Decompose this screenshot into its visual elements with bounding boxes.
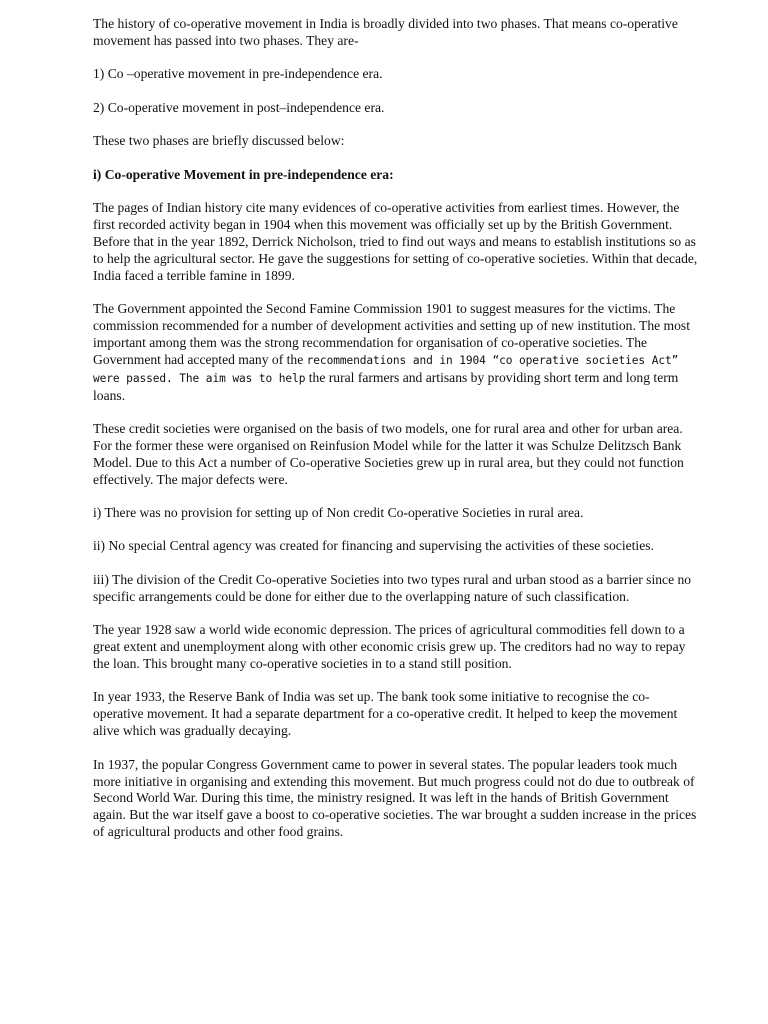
- famine-commission-text: The Government appointed the Second Famine Commission 1901 to suggest measures for the victims. The commission recommended for a number of development activities and setting up of new institution. The most important among them was the strong recommendation for organisation of co-operative societies. The Government had accepted many of the: [93, 300, 690, 367]
- discussion-intro: These two phases are briefly discussed below:: [93, 133, 345, 149]
- phase-item-1: 1) Co –operative movement in pre-independence era.: [93, 66, 383, 82]
- history-paragraph: The pages of Indian history cite many evidences of co-operative activities from earliest times. However, the first recorded activity began in 1904 when this movement was officially set up by the British Government. Before that in the year 1892, Derrick Nicholson, tried to find out ways and means to establish institutions so as to help the agricultural sector. He gave the suggestions for setting of co-operative societies. Within that decade, India faced a terrible famine in 1899.: [93, 199, 698, 283]
- phase-item-2: 2) Co-operative movement in post–independence era.: [93, 99, 385, 115]
- intro-paragraph: The history of co-operative movement in India is broadly divided into two phases. That means co-operative movement has passed into two phases. They are-: [93, 16, 678, 48]
- defect-item-2: ii) No special Central agency was created for financing and supervising the activities of these societies.: [93, 538, 654, 554]
- defect-item-3: iii) The division of the Credit Co-operative Societies into two types rural and urban stood as a barrier since no specific arrangements could be done for either due to the overlapping nature of such classification.: [93, 571, 692, 604]
- loans-text: the rural farmers and artisans by providing short term and long term loans.: [93, 369, 679, 403]
- depression-paragraph: The year 1928 saw a world wide economic depression. The prices of agricultural commodities fell down to a great extent and unemployment along with other economic crisis grew up. The creditors had no way to repay the loan. This brought many co-operative societies in to a stand still position.: [93, 622, 686, 671]
- act-passed-text: recommendations and in 1904 “co operative societies Act” were passed. The aim was to help: [93, 353, 679, 385]
- section-heading: i) Co-operative Movement in pre-independence era:: [93, 166, 394, 182]
- credit-models-paragraph: These credit societies were organised on the basis of two models, one for rural area and other for urban area. For the former these were organised on Reinfusion Model while for the latter it was Schulze Delitzsch Bank Model. Due to this Act a number of Co-operative Societies grew up in rural area, but they could not function effectively. The major defects were.: [93, 420, 684, 487]
- famine-commission-paragraph: [93, 301, 698, 404]
- defect-item-1: i) There was no provision for setting up of Non credit Co-operative Societies in rural area.: [93, 505, 584, 521]
- congress-government-paragraph: In 1937, the popular Congress Government came to power in several states. The popular leaders took much more initiative in organising and extending this movement. But much progress could not do due to outbreak of Second World War. During this time, the ministry resigned. It was left in the hands of British Government again. But the war itself gave a boost to co-operative societies. The war brought a sudden increase in the prices of agricultural products and other food grains.: [93, 756, 697, 840]
- reserve-bank-paragraph: In year 1933, the Reserve Bank of India was set up. The bank took some initiative to recognise the co-operative movement. It had a separate department for a co-operative credit. It helped to keep the movement alive which was gradually decaying.: [93, 689, 678, 739]
